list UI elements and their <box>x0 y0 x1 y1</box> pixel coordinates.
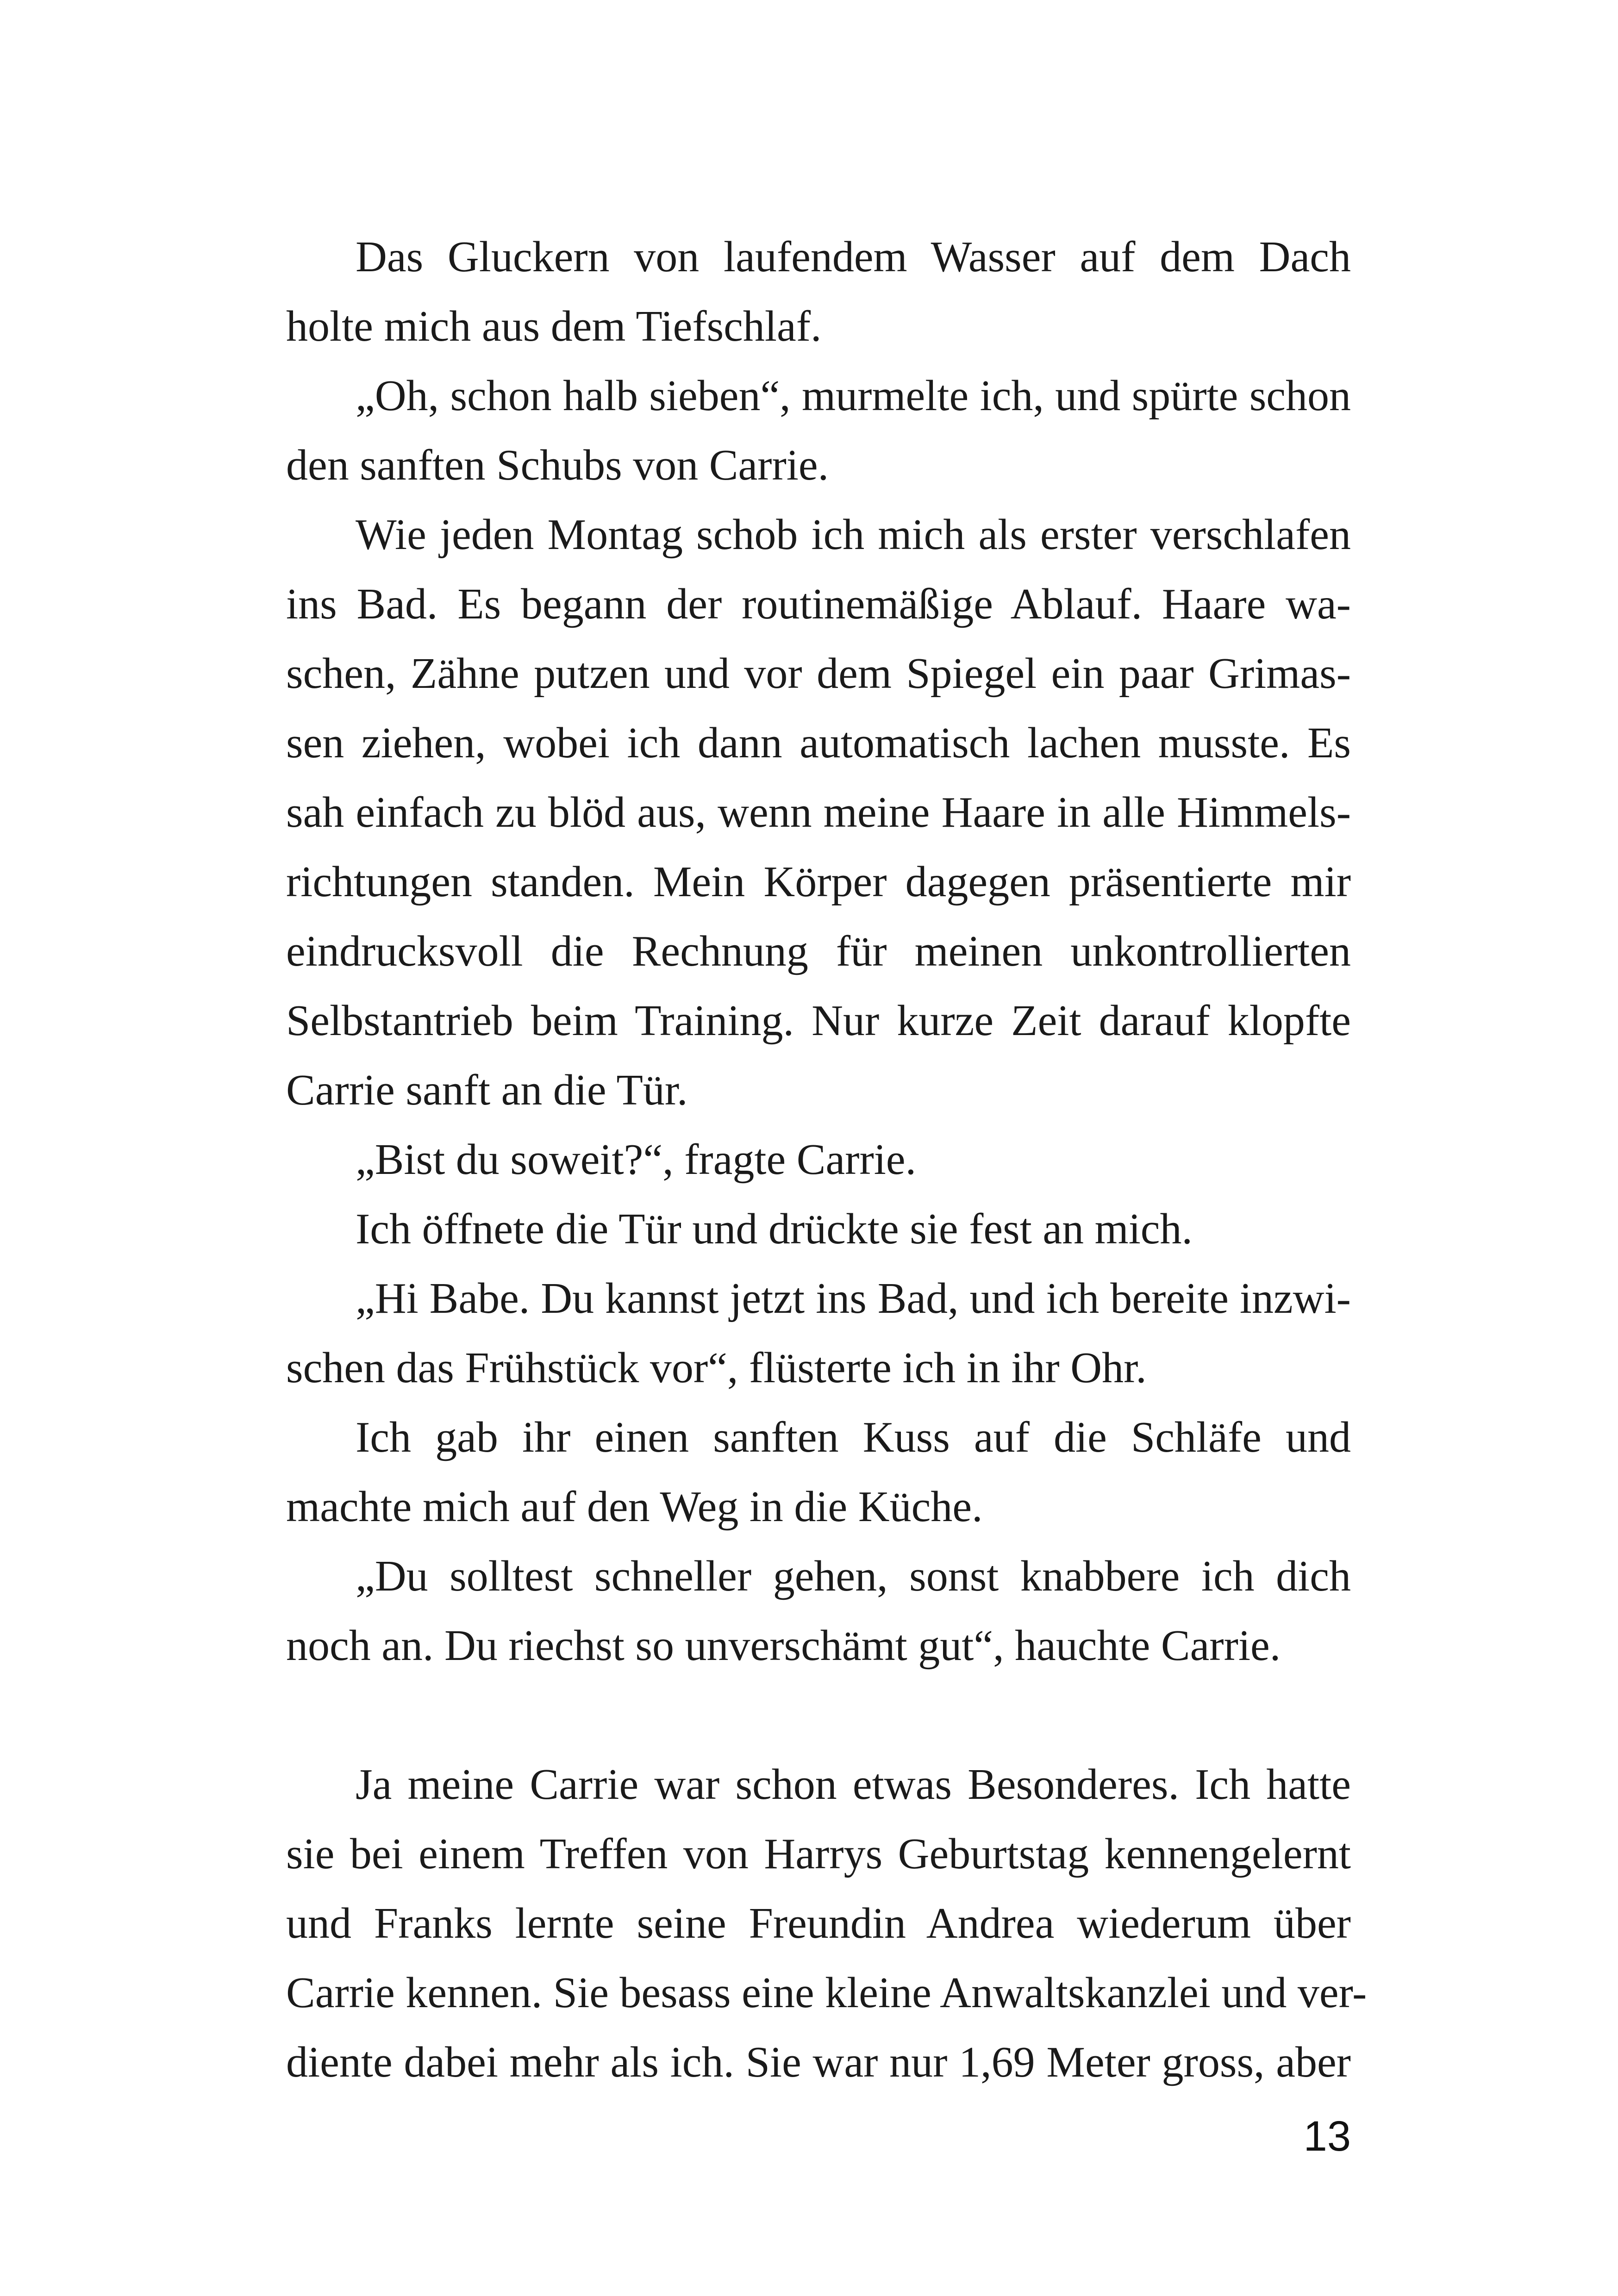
text-line: „Bist du soweit?“, fragte Carrie. <box>356 1136 917 1184</box>
text-line: sen ziehen, wobei ich dann automatisch lachen musste. Es <box>286 719 1351 767</box>
text-line: machte mich auf den Weg in die Küche. <box>286 1483 983 1531</box>
text-line: „Oh, schon halb sieben“, murmelte ich, und spürte schon <box>356 372 1351 420</box>
text-line: schen das Frühstück vor“, flüsterte ich in ihr Ohr. <box>286 1344 1147 1392</box>
text-line: „Hi Babe. Du kannst jetzt ins Bad, und ich bereite inzwi- <box>356 1274 1351 1323</box>
text-line: ins Bad. Es begann der routinemäßige Ablauf. Haare wa- <box>286 580 1351 628</box>
text-line: eindrucksvoll die Rechnung für meinen unkontrollierten <box>286 927 1351 975</box>
text-line: sie bei einem Treffen von Harrys Geburtstag kennengelernt <box>286 1830 1351 1878</box>
text-line: schen, Zähne putzen und vor dem Spiegel ein paar Grimas- <box>286 649 1351 698</box>
text-line: diente dabei mehr als ich. Sie war nur 1,69 Meter gross, aber <box>286 2038 1351 2086</box>
text-line: Carrie kennen. Sie besass eine kleine Anwaltskanzlei und ver- <box>286 1969 1367 2017</box>
text-line: richtungen standen. Mein Körper dagegen präsentierte mir <box>286 858 1351 906</box>
text-line: sah einfach zu blöd aus, wenn meine Haare in alle Himmels- <box>286 788 1351 836</box>
text-line: Carrie sanft an die Tür. <box>286 1066 688 1114</box>
text-line: Das Gluckern von laufendem Wasser auf dem Dach <box>356 233 1351 281</box>
text-line: Ja meine Carrie war schon etwas Besonderes. Ich hatte <box>356 1760 1351 1809</box>
text-line: noch an. Du riechst so unverschämt gut“, hauchte Carrie. <box>286 1622 1281 1670</box>
text-line: Ich öffnete die Tür und drückte sie fest an mich. <box>356 1205 1193 1253</box>
text-line: „Du solltest schneller gehen, sonst knabbere ich dich <box>356 1552 1351 1600</box>
text-line: Wie jeden Montag schob ich mich als erster verschlafen <box>356 511 1351 559</box>
text-line: Ich gab ihr einen sanften Kuss auf die Schläfe und <box>356 1413 1351 1461</box>
page-number: 13 <box>1303 2113 1351 2160</box>
text-line: und Franks lernte seine Freundin Andrea wiederum über <box>286 1899 1351 1947</box>
text-line: Selbstantrieb beim Training. Nur kurze Zeit darauf klopfte <box>286 997 1351 1045</box>
text-line: holte mich aus dem Tiefschlaf. <box>286 302 822 350</box>
text-line: den sanften Schubs von Carrie. <box>286 441 829 489</box>
